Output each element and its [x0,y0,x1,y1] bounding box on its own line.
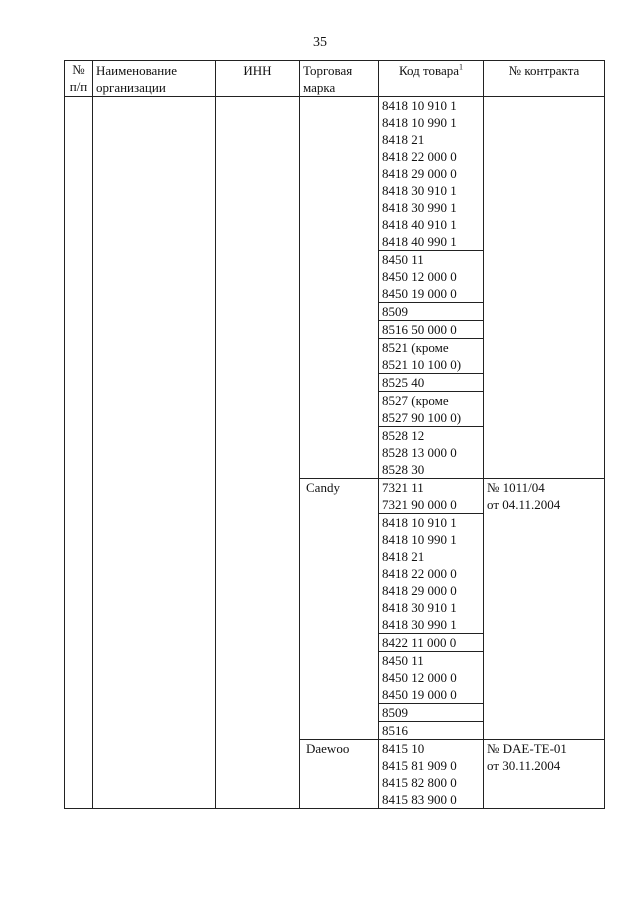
header-brand-line2: марка [303,80,336,95]
contract-line: № DAE-TE-01 [487,741,567,756]
contract-cell [484,479,605,740]
product-code: 8418 10 990 1 [382,532,457,547]
product-code: 8418 22 000 0 [382,566,457,581]
product-code: 8415 82 800 0 [382,775,457,790]
product-code: 8528 13 000 0 [382,445,457,460]
product-code: 8418 30 910 1 [382,600,457,615]
product-code-group [379,321,483,339]
product-code: 8418 29 000 0 [382,583,457,598]
product-code: 8450 19 000 0 [382,286,457,301]
product-code: 8528 30 [382,462,425,477]
product-code: 8418 30 990 1 [382,200,457,215]
header-organization [93,61,216,97]
product-code-group [379,339,483,374]
table-row [65,97,605,479]
product-code: 8516 [382,723,408,738]
product-code-group [379,427,483,478]
header-inn: ИНН [216,61,300,97]
product-code: 8450 12 000 0 [382,670,457,685]
header-organization-line2: организации [96,80,166,95]
product-code: 7321 11 [382,480,424,495]
header-organization-line1: Наименование [96,63,177,78]
product-code: 8521 (кроме [382,340,449,355]
number-cell [65,97,93,809]
header-product-code-label: Код товара [398,63,460,78]
product-code: 8415 10 [382,741,425,756]
contracts-table [64,60,605,809]
product-code-group [379,652,483,704]
product-code: 8450 12 000 0 [382,269,457,284]
product-code: 8418 30 910 1 [382,183,457,198]
table-body [65,97,605,809]
product-code-group [379,722,483,739]
product-code-cell [379,740,484,809]
product-code: 8527 (кроме [382,393,449,408]
product-code: 8418 29 000 0 [382,166,457,181]
product-code-group [379,514,483,634]
header-product-code-footnote: 1 [459,62,464,72]
product-code-group [379,392,483,427]
product-code: 8418 30 990 1 [382,617,457,632]
page-number: 35 [313,35,327,50]
table-header [65,61,605,97]
product-code: 8418 22 000 0 [382,149,457,164]
product-code: 8418 21 [382,132,425,147]
product-code: 8450 11 [382,252,424,267]
contract-line: № 1011/04 [487,480,545,495]
header-number-line2: п/п [69,79,88,94]
product-code-group [379,479,483,514]
brand-cell: Daewoo [300,740,379,809]
product-code: 8450 19 000 0 [382,687,457,702]
product-code: 8521 10 100 0) [382,357,462,372]
product-code-group [379,634,483,652]
product-code: 8525 40 [382,375,425,390]
product-code-group [379,97,483,251]
product-code: 8528 12 [382,428,425,443]
product-code-group [379,251,483,303]
product-code: 8418 40 910 1 [382,217,457,232]
product-code-cell [379,479,484,740]
header-contract: № контракта [484,61,605,97]
product-code: 8509 [382,705,408,720]
header-number-line1: № [72,62,85,77]
product-code: 8418 10 990 1 [382,115,457,130]
product-code: 8418 21 [382,549,425,564]
contract-line: от 30.11.2004 [487,758,561,773]
product-code: 8527 90 100 0) [382,410,462,425]
product-code: 7321 90 000 0 [382,497,457,512]
product-code: 8509 [382,304,408,319]
product-code: 8415 81 909 0 [382,758,457,773]
organization-cell [93,97,216,809]
product-code-group [379,374,483,392]
header-number [65,61,93,97]
contract-cell [484,97,605,479]
product-code: 8422 11 000 0 [382,635,457,650]
product-code-group [379,740,483,808]
header-product-code [379,61,484,97]
product-code: 8418 40 990 1 [382,234,457,249]
brand-cell [300,97,379,479]
inn-cell [216,97,300,809]
header-brand-line1: Торговая [303,63,353,78]
product-code-group [379,303,483,321]
product-code-cell [379,97,484,479]
product-code-group [379,704,483,722]
product-code: 8418 10 910 1 [382,515,457,530]
product-code: 8418 10 910 1 [382,98,457,113]
header-brand [300,61,379,97]
contract-line: от 04.11.2004 [487,497,561,512]
product-code: 8450 11 [382,653,424,668]
product-code: 8516 50 000 0 [382,322,457,337]
contract-cell [484,740,605,809]
brand-cell: Candy [300,479,379,740]
product-code: 8415 83 900 0 [382,792,457,807]
